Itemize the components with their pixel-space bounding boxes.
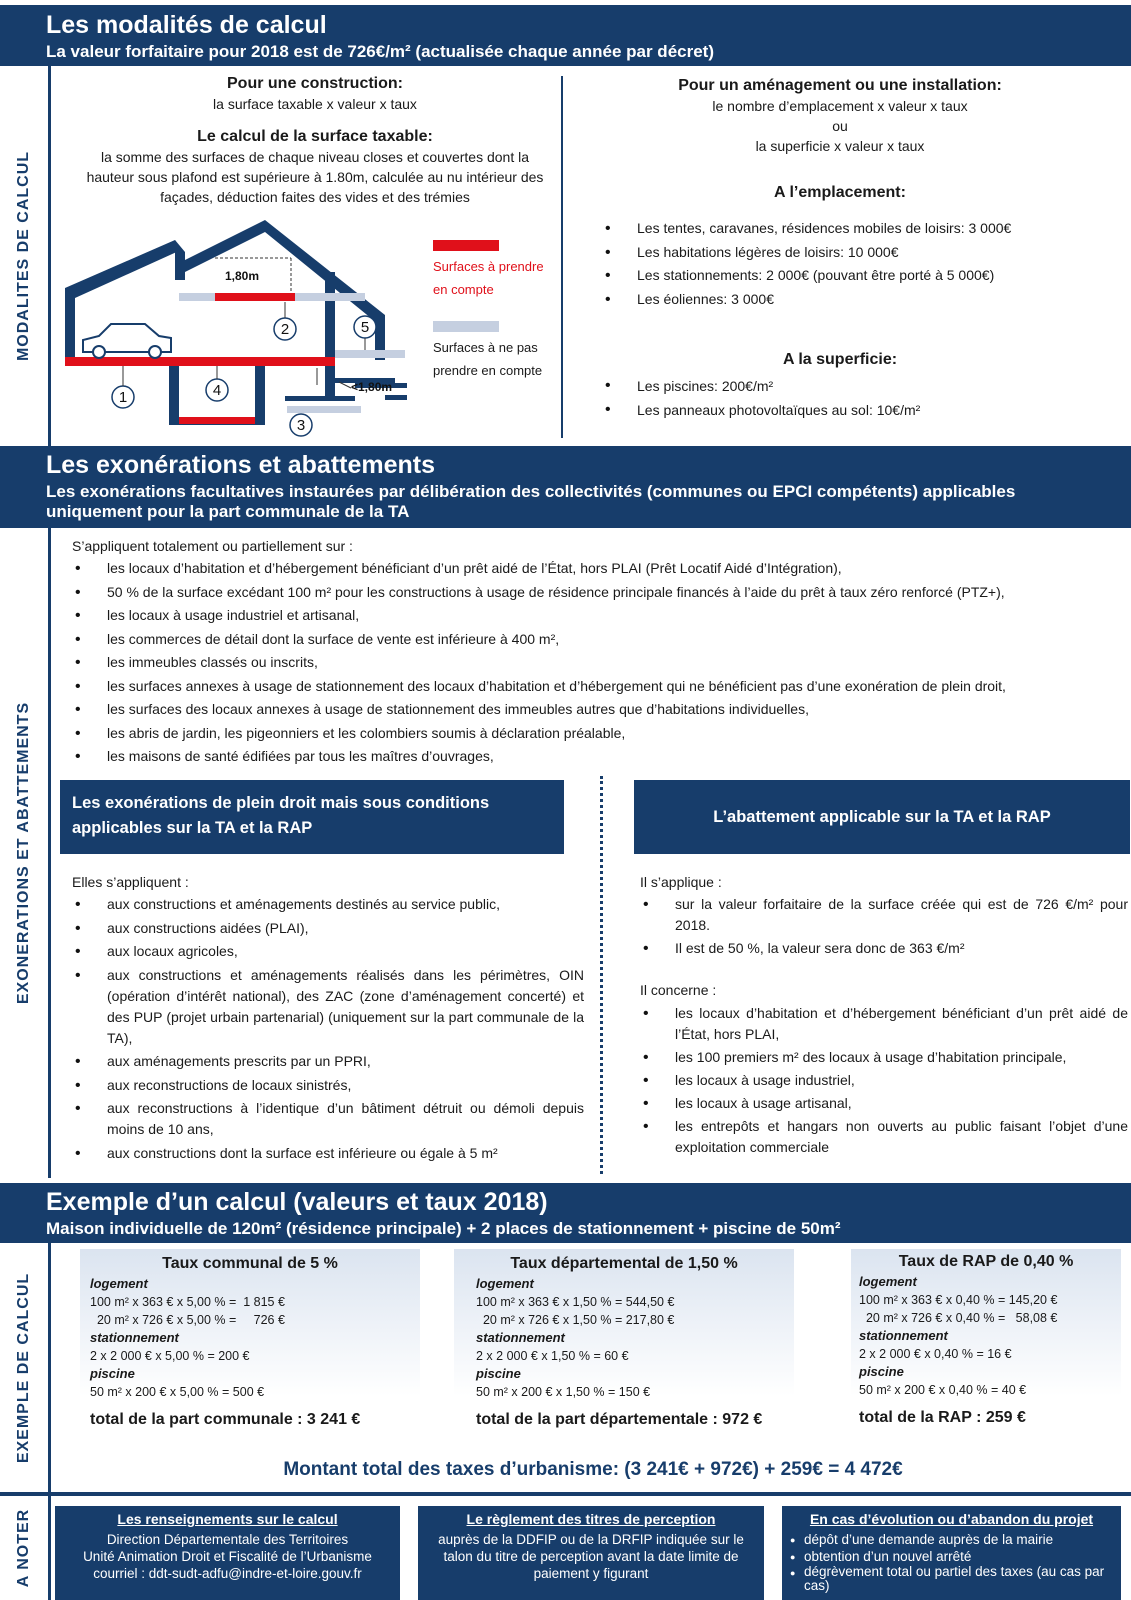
section1-side-label: MODALITES DE CALCUL — [15, 150, 33, 362]
calc-line: 2 x 2 000 € x 5,00 % = 200 € — [90, 1349, 250, 1363]
list-item: • Il est de 50 %, la valeur sera donc de 363 €/m² — [640, 938, 1128, 959]
list-item: ● dégrèvement total ou partiel des taxes (au cas par cas) — [790, 1565, 1113, 1593]
abattement-box-title-text: L’abattement applicable sur la TA et la RAP — [713, 807, 1051, 826]
section4-side — [0, 1496, 48, 1600]
marker-5: 5 — [360, 319, 370, 336]
list-item: • les 100 premiers m² des locaux à usage d’habitation principale, — [640, 1047, 1128, 1068]
list-item: • aux constructions aidées (PLAI), — [72, 918, 584, 939]
calc-total: total de la part communale : 3 241 € — [90, 1411, 361, 1428]
section2-rule — [48, 528, 51, 1178]
list-item: • Les tentes, caravanes, résidences mobiles de loisirs: 3 000€ — [602, 217, 1112, 241]
car-icon — [83, 324, 171, 358]
wall-mid — [175, 240, 185, 280]
red-surface-attic — [215, 293, 295, 301]
emplacement-list — [602, 217, 1112, 311]
red-surface-ground — [65, 357, 335, 366]
vide-side — [385, 395, 407, 400]
calc-total: total de la RAP : 259 € — [859, 1409, 1026, 1426]
grey-surface-right — [335, 350, 405, 358]
superficie-list — [602, 374, 1112, 422]
list-item: • Les piscines: 200€/m² — [602, 374, 1112, 398]
grey-surface-low — [287, 406, 361, 413]
list-item: • Les habitations légères de loisirs: 10 000€ — [602, 241, 1112, 265]
note-box-reglement — [418, 1506, 764, 1600]
list-item: • les entrepôts et hangars non ouverts au public faisant l’objet d’une exploitation commerciale — [640, 1116, 1128, 1158]
construction-block — [80, 73, 550, 207]
section3-rule — [48, 1243, 51, 1493]
red-surface-cellar — [179, 417, 255, 424]
plein-droit-intro: Elles s’appliquent : — [72, 874, 189, 890]
list-item: • les locaux à usage industriel et artisanal, — [72, 604, 1127, 628]
calc-box-title: Taux communal de 5 % — [162, 1255, 338, 1272]
grand-total: Montant total des taxes d’urbanisme: (3 241€ + 972€) + 259€ = 4 472€ — [283, 1459, 903, 1480]
marker-4: 4 — [212, 382, 222, 399]
facultatives-intro: S’appliquent totalement ou partiellement sur : — [72, 538, 353, 554]
calc-label-piscine: piscine — [90, 1366, 135, 1381]
section2-side-label: EXONERATIONS ET ABATTEMENTS — [15, 701, 33, 1005]
plein-droit-list — [72, 894, 584, 1166]
legend-red-swatch — [433, 240, 499, 251]
label-180: 1,80m — [225, 269, 260, 283]
note-email[interactable]: courriel : ddt-sudt-adfu@indre-et-loire.gouv.fr — [93, 1566, 362, 1581]
calc-line: 100 m² x 363 € x 5,00 % = 1 815 € — [90, 1295, 285, 1309]
surface-head: Le calcul de la surface taxable: — [197, 128, 433, 145]
calc-line: 2 x 2 000 € x 1,50 % = 60 € — [476, 1349, 629, 1363]
calc-line: 50 m² x 200 € x 0,40 % = 40 € — [859, 1383, 1027, 1397]
list-item: • Les stationnements: 2 000€ (pouvant être porté à 5 000€) — [602, 264, 1112, 288]
list-item: • les surfaces des locaux annexes à usage de stationnement des immeubles autres que d’habitations individuelles, — [72, 698, 1127, 722]
amenag-formula1: le nombre d’emplacement x valeur x taux — [712, 98, 968, 114]
calc-label-stationnement: stationnement — [476, 1330, 565, 1345]
section1-title: Les modalités de calcul — [46, 11, 327, 39]
section1-header — [0, 5, 1131, 66]
list-item: • les maisons de santé édifiées par tous les maîtres d’ouvrages, — [72, 745, 1127, 769]
section4-rule — [48, 1496, 51, 1600]
list-item: • aux reconstructions à l’identique d’un bâtiment détruit ou démoli depuis moins de 10 ans, — [72, 1098, 584, 1140]
abattement-list2 — [640, 1003, 1128, 1158]
list-item: • les commerces de détail dont la surface de vente est inférieure à 400 m², — [72, 628, 1127, 652]
calc-line: 20 m² x 726 € x 0,40 % = 58,08 € — [859, 1311, 1058, 1325]
list-item: • aux constructions et aménagements destinés au service public, — [72, 894, 584, 915]
note-box-evolution — [782, 1506, 1121, 1600]
marker-1: 1 — [118, 389, 128, 406]
list-item: • 50 % de la surface excédant 100 m² pour les constructions à usage de résidence principale financés à l’aide du prêt à taux zéro renforcé (PTZ+), — [72, 581, 1127, 605]
list-item: • Les panneaux photovoltaïques au sol: 10€/m² — [602, 398, 1112, 422]
grey-surface-attic-l — [179, 293, 215, 301]
section2-subtitle: Les exonérations facultatives instaurées par délibération des collectivités (communes ou EPCI compétents) applicables uniquement pour la part communale de la TA — [46, 482, 1016, 521]
list-item: • les locaux à usage industriel, — [640, 1070, 1128, 1091]
note-box-head: Le règlement des titres de perception — [466, 1511, 716, 1527]
section2-header — [0, 446, 1131, 528]
plein-droit-box-title: Les exonérations de plein droit mais sous conditions applicables sur la TA et la RAP — [60, 780, 564, 854]
section1-rule — [48, 66, 51, 446]
abattement-intro2: Il concerne : — [640, 982, 717, 998]
construction-head: Pour une construction: — [227, 75, 403, 92]
roof-left-low — [65, 240, 181, 298]
note-line: Unité Animation Droit et Fiscalité de l’Urbanisme — [83, 1549, 372, 1564]
diagram-legend — [433, 240, 558, 382]
section1-side — [0, 66, 48, 446]
list-item: • les locaux à usage artisanal, — [640, 1093, 1128, 1114]
marker-3: 3 — [296, 417, 306, 434]
marker-2: 2 — [280, 321, 290, 338]
legend-grey-swatch — [433, 321, 499, 332]
section1-subtitle: La valeur forfaitaire pour 2018 est de 726€/m² (actualisée chaque année par décret) — [46, 42, 714, 61]
calc-box-title: Taux départemental de 1,50 % — [510, 1255, 738, 1272]
section2-title: Les exonérations et abattements — [46, 451, 436, 479]
abattement-box-title — [634, 780, 1130, 854]
vide-bottom — [285, 396, 355, 401]
amenag-head: Pour un aménagement ou une installation: — [678, 77, 1002, 94]
cellar-right — [255, 366, 265, 425]
calc-line: 2 x 2 000 € x 0,40 % = 16 € — [859, 1347, 1012, 1361]
section3-subtitle: Maison individuelle de 120m² (résidence principale) + 2 places de stationnement + piscine de 50m² — [46, 1219, 841, 1238]
list-item: • les surfaces annexes à usage de stationnement des locaux d’habitation et d’hébergement qui ne bénéficient pas d’une exonération de plein droit, — [72, 675, 1127, 699]
cellar-left — [169, 366, 179, 425]
note-box-head: En cas d’évolution ou d’abandon du projet — [809, 1511, 1094, 1527]
note-box-calcul — [55, 1506, 400, 1600]
section4-side-label: A NOTER — [15, 1508, 32, 1588]
note-line: Direction Départementale des Territoires — [106, 1532, 349, 1547]
note-list — [790, 1531, 1113, 1593]
grey-surface-attic-r — [295, 293, 365, 301]
construction-formula: la surface taxable x valeur x taux — [213, 96, 417, 112]
calc-box-title: Taux de RAP de 0,40 % — [898, 1253, 1074, 1270]
calc-line: 50 m² x 200 € x 5,00 % = 500 € — [90, 1385, 265, 1399]
note-box-head: Les renseignements sur le calcul — [117, 1511, 338, 1527]
calc-label-stationnement: stationnement — [90, 1330, 179, 1345]
calc-label-piscine: piscine — [859, 1364, 904, 1379]
calc-box-communal — [80, 1249, 420, 1445]
section2-side — [0, 528, 48, 1178]
amenagement-block — [570, 75, 1110, 203]
legend-red-label: Surfaces à prendre en compte — [433, 259, 544, 297]
calc-label-logement: logement — [476, 1276, 534, 1291]
wall-left — [65, 288, 75, 366]
legend-grey-label: Surfaces à ne pas prendre en compte — [433, 340, 543, 378]
list-item: • sur la valeur forfaitaire de la surface créée qui est de 726 €/m² pour 2018. — [640, 894, 1128, 936]
list-item: ● obtention d’un nouvel arrêté — [790, 1548, 1113, 1565]
section3-title: Exemple d’un calcul (valeurs et taux 2018) — [46, 1188, 548, 1216]
section2-dotted-divider — [600, 776, 603, 1174]
list-item: • aux aménagements prescrits par un PPRI, — [72, 1051, 584, 1072]
calc-label-logement: logement — [90, 1276, 148, 1291]
facultatives-list — [72, 557, 1127, 769]
section3-side — [0, 1243, 48, 1493]
section3-header — [0, 1183, 1131, 1243]
list-item: • les locaux d’habitation et d’hébergement bénéficiant d’un prêt aidé de l’État, hors PLAI (Prêt Locatif Aidé d’Intégration), — [72, 557, 1127, 581]
section4-top-rule — [0, 1492, 1131, 1496]
section3-side-label: EXEMPLE DE CALCUL — [15, 1272, 32, 1464]
calc-label-piscine: piscine — [476, 1366, 521, 1381]
calc-line: 100 m² x 363 € x 0,40 % = 145,20 € — [859, 1293, 1058, 1307]
abattement-list1 — [640, 894, 1128, 959]
list-item: • aux locaux agricoles, — [72, 941, 584, 962]
surface-text: la somme des surfaces de chaque niveau closes et couvertes dont la hauteur sous plafond est supérieure à 1.80m, calculée au nu intérieur des façades, déduction faites des vides et des trémies — [86, 149, 544, 205]
list-item: • aux constructions et aménagements réalisés dans les périmètres, OIN (opération d’intérêt national), des ZAC (zone d’aménagement concerté) et des PUP (projet urbain partenarial) (uniquement sur la part communale de la TA), — [72, 965, 584, 1049]
list-item: ● dépôt d’une demande auprès de la mairie — [790, 1531, 1113, 1548]
list-item: • les immeubles classés ou inscrits, — [72, 651, 1127, 675]
calc-total: total de la part départementale : 972 € — [476, 1411, 763, 1428]
abattement-intro1: Il s’applique : — [640, 874, 722, 890]
note-text: auprès de la DDFIP ou de la DRFIP indiquée sur le talon du titre de perception avant la date limite de paiement y figurant — [438, 1532, 744, 1581]
list-item: • Les éoliennes: 3 000€ — [602, 288, 1112, 312]
label-lt180: <1,80m — [351, 380, 393, 394]
calc-line: 20 m² x 726 € x 5,00 % = 726 € — [90, 1313, 285, 1327]
calc-line: 50 m² x 200 € x 1,50 % = 150 € — [476, 1385, 651, 1399]
calc-line: 20 m² x 726 € x 1,50 % = 217,80 € — [476, 1313, 675, 1327]
list-item: • aux constructions dont la surface est inférieure ou égale à 5 m² — [72, 1143, 584, 1164]
amenag-formula2: la superficie x valeur x taux — [755, 138, 925, 154]
calc-label-logement: logement — [859, 1274, 917, 1289]
calc-box-departemental — [454, 1249, 794, 1445]
calc-box-rap — [851, 1249, 1121, 1445]
calc-line: 100 m² x 363 € x 1,50 % = 544,50 € — [476, 1295, 675, 1309]
list-item: • aux reconstructions de locaux sinistrés, — [72, 1075, 584, 1096]
calc-label-stationnement: stationnement — [859, 1328, 948, 1343]
amenag-or: ou — [832, 118, 848, 134]
superficie-head: A la superficie: — [782, 351, 898, 368]
list-item: • les locaux d’habitation et d’hébergement bénéficiant d’un prêt aidé de l’État, hors PLAI, — [640, 1003, 1128, 1045]
section1-divider — [561, 76, 563, 438]
emplacement-head: A l’emplacement: — [774, 184, 906, 201]
list-item: • les abris de jardin, les pigeonniers et les colombiers soumis à déclaration préalable, — [72, 722, 1127, 746]
